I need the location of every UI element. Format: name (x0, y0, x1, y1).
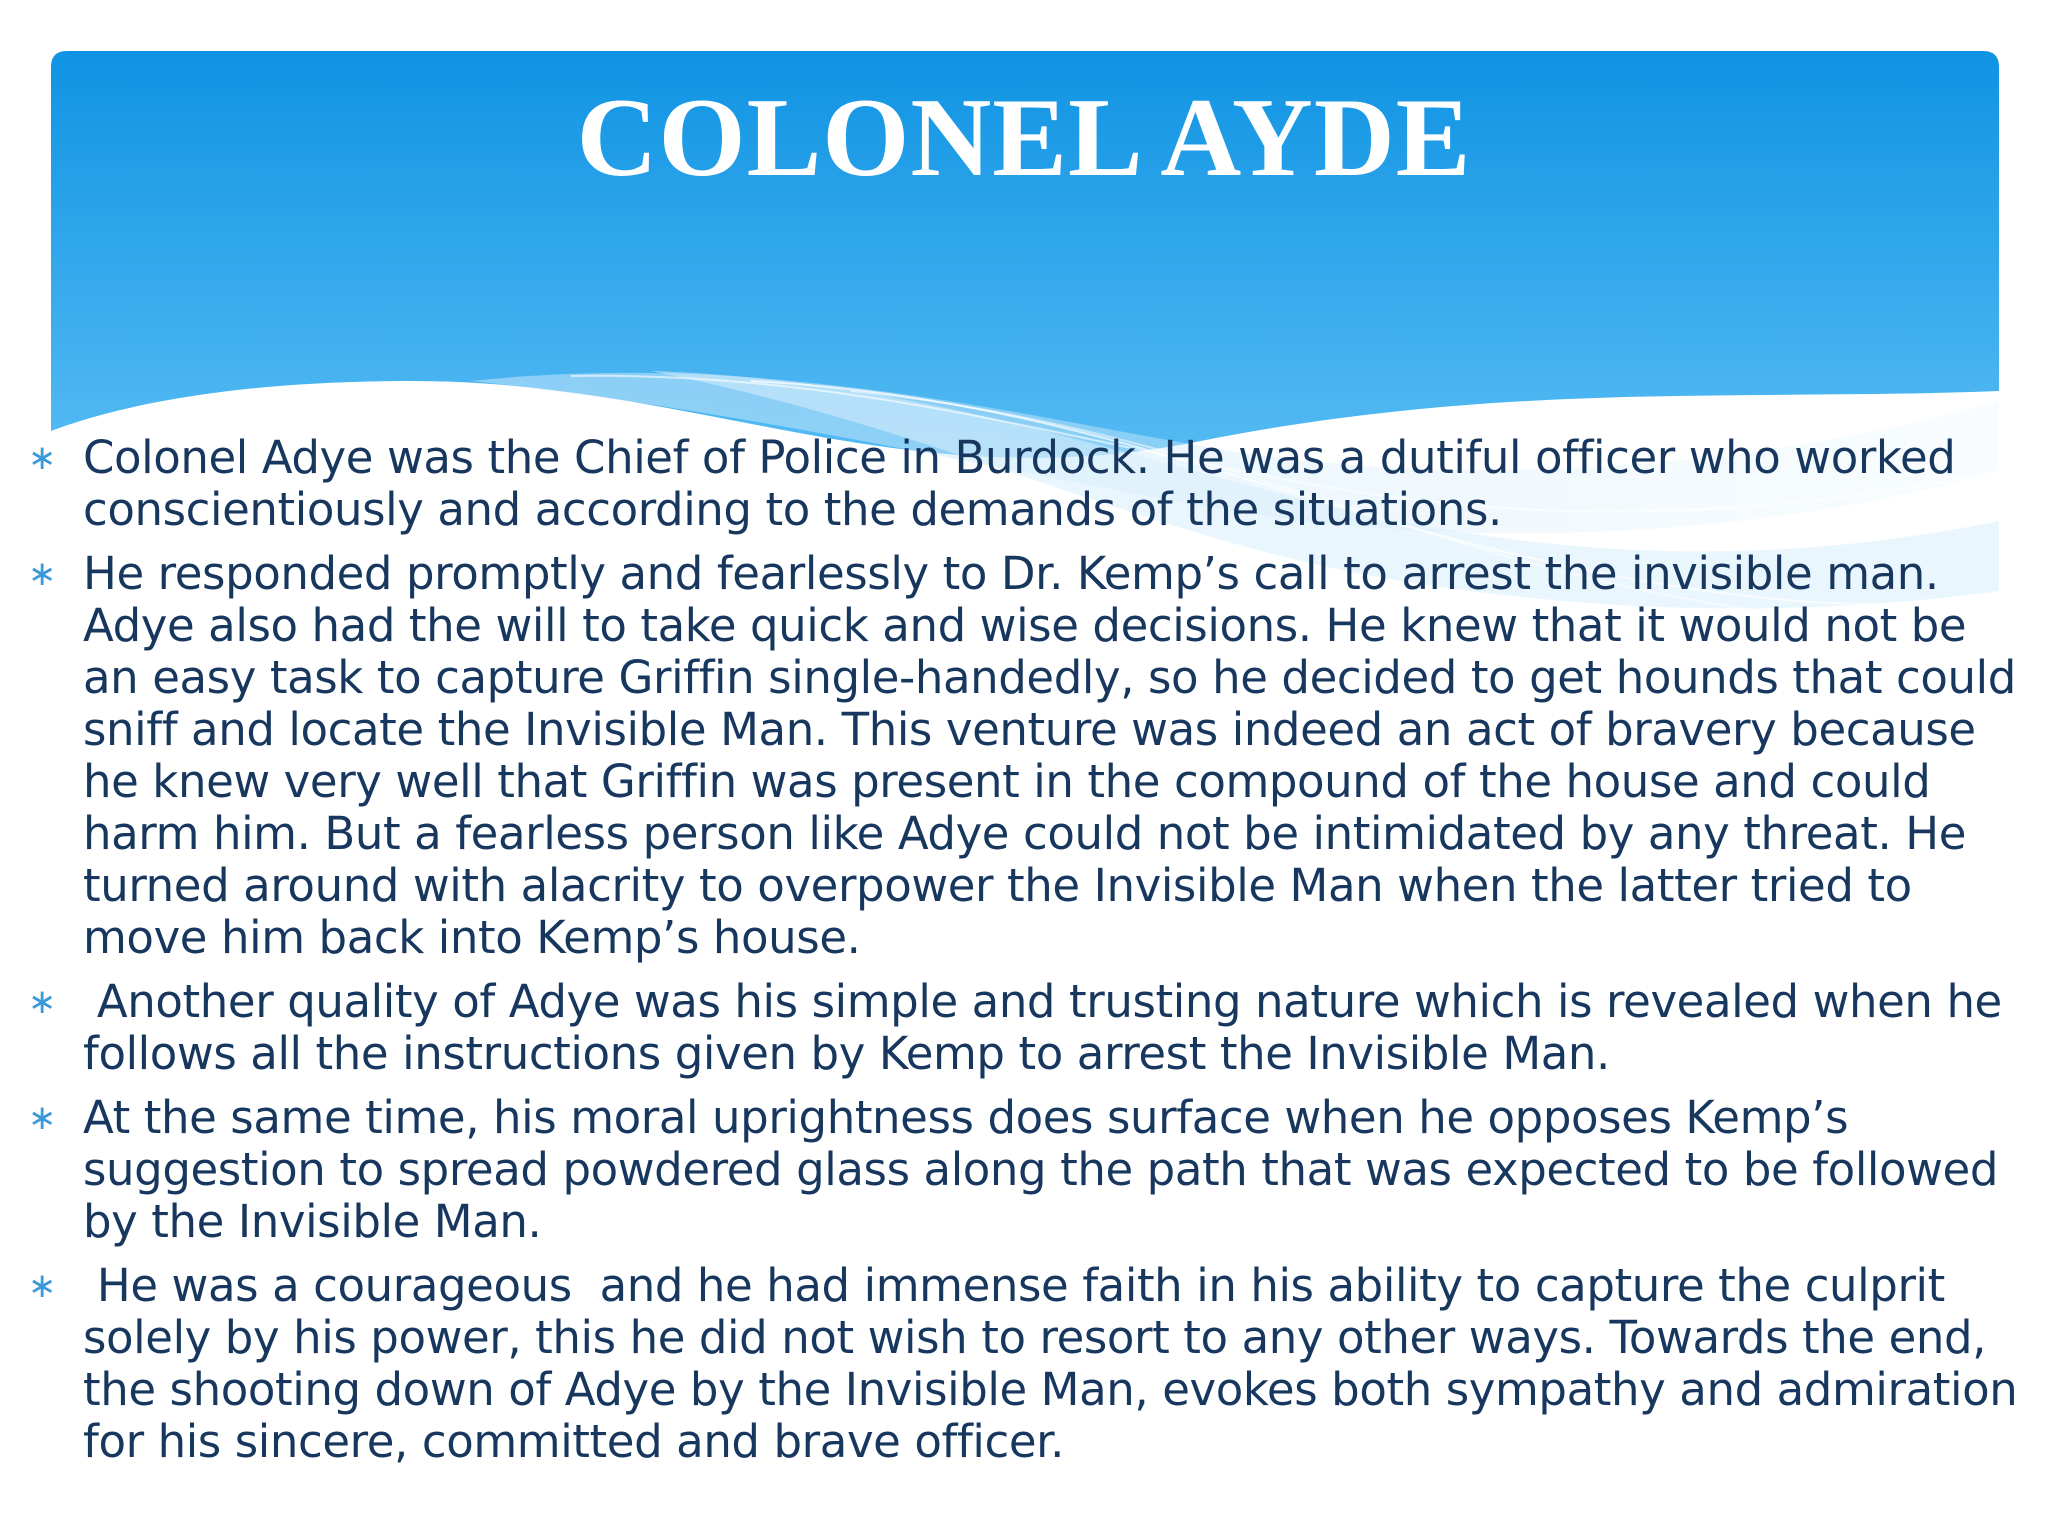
asterisk-bullet-icon: ∗ (28, 1266, 57, 1306)
bullet-text: Another quality of Adye was his simple and trusting nature which is revealed when he follows all the instructions given by Kemp to arrest the Invisible Man. (83, 975, 2016, 1080)
bullet-text: He responded promptly and fearlessly to Dr. Kemp’s call to arrest the invisible man. Adye also had the will to take quick and wise decisions. He knew that it would not be an easy task to capture Griffin single-handedly, so he decided to get hounds that could sniff and locate the Invisible Man. This venture was indeed an act of bravery because he knew very well that Griffin was present in the compound of the house and could harm him. But a fearless person like Adye could not be intimidated by any threat. He turned around with alacrity to overpower the Invisible Man when the latter tried to move him back into Kemp’s house. (83, 547, 2030, 964)
slide-title: COLONEL AYDE (576, 76, 1472, 200)
bullet-item (28, 1092, 2018, 1248)
asterisk-bullet-icon: ∗ (28, 982, 57, 1022)
bullet-text: He was a courageous and he had immense faith in his ability to capture the culprit solely by his power, this he did not wish to resort to any other ways. Towards the end, the shooting down of Adye by the Invisible Man, evokes both sympathy and admiration for his sincere, committed and brave officer. (83, 1259, 2032, 1468)
asterisk-bullet-icon: ∗ (28, 554, 57, 594)
bullet-list (28, 431, 2032, 1480)
asterisk-bullet-icon: ∗ (28, 1098, 57, 1138)
asterisk-bullet-icon: ∗ (28, 438, 57, 478)
bullet-item (28, 976, 2018, 1080)
bullet-item (28, 432, 2018, 536)
bullet-item (28, 547, 2030, 964)
bullet-item (28, 1259, 2032, 1468)
bullet-text: At the same time, his moral uprightness does surface when he opposes Kemp’s suggestion to spread powdered glass along the path that was expected to be followed by the Invisible Man. (83, 1091, 2012, 1248)
bullet-text: Colonel Adye was the Chief of Police in Burdock. He was a dutiful officer who worked conscientiously and according to the demands of the situations. (83, 431, 1970, 536)
